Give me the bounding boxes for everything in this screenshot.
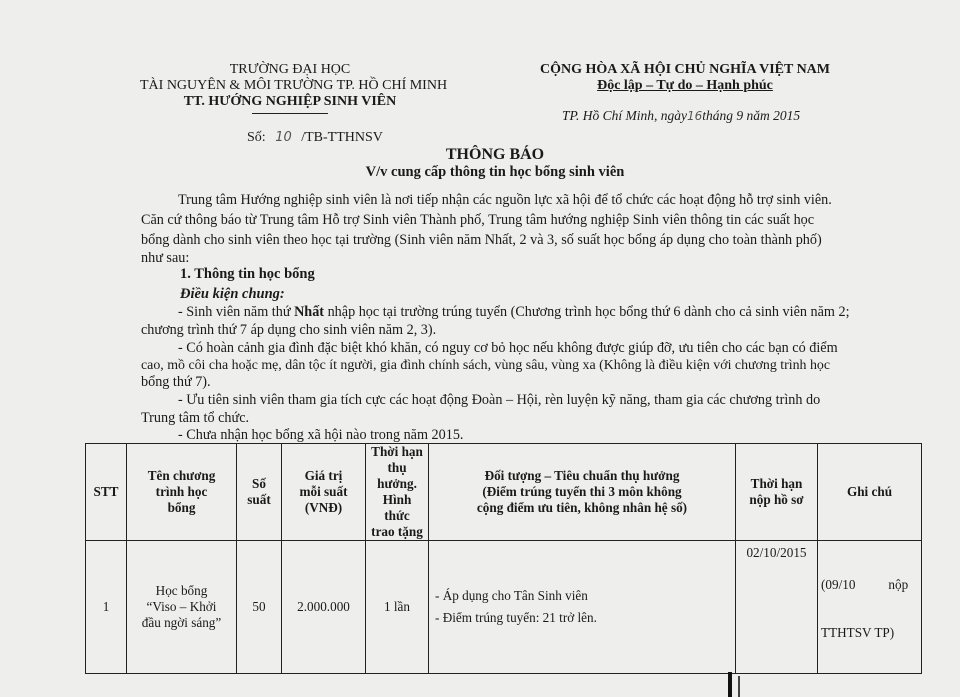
section-heading: 1. Thông tin học bổng (180, 266, 315, 282)
header-criteria: Đối tượng – Tiêu chuẩn thụ hưởng (Điểm trúng tuyển thi 3 môn không cộng điểm ưu tiên, không nhân hệ số) (429, 444, 736, 541)
table-row (86, 541, 922, 674)
date-suffix: tháng 9 năm 2015 (702, 108, 801, 123)
row-note: (09/10 nộp TTHTSV TP) (818, 541, 922, 674)
bullet-2-line-3: bổng thứ 7). (141, 374, 211, 390)
header-stt: STT (86, 444, 127, 541)
intro-line-4: như sau: (141, 250, 190, 266)
number-label: Số: (247, 130, 266, 145)
row-duration: 1 lần (366, 541, 429, 674)
bullet-3-line-1: - Ưu tiên sinh viên tham gia tích cực các hoạt động Đoàn – Hội, rèn luyện kỹ năng, tham gia các chương trình do (178, 392, 821, 408)
row-stt: 1 (86, 541, 127, 674)
row-deadline: 02/10/2015 (736, 541, 818, 674)
row-quantity: 50 (237, 541, 282, 674)
section-subheading: Điều kiện chung: (180, 286, 285, 302)
row-criteria (429, 541, 736, 674)
bullet-4-line-1: - Chưa nhận học bổng xã hội nào trong năm 2015. (178, 427, 464, 443)
bullet-2-line-1: - Có hoàn cảnh gia đình đặc biệt khó khăn, có nguy cơ bỏ học nếu không được giúp đỡ, ưu tiên cho các bạn có điểm (178, 340, 838, 356)
header-note: Ghi chú (818, 444, 922, 541)
bullet-1-bold: Nhất (294, 304, 325, 320)
header-quantity: Số suất (237, 444, 282, 541)
table-header-row (86, 444, 922, 541)
scan-edge-mark (728, 672, 732, 697)
intro-line-1: Trung tâm Hướng nghiệp sinh viên là nơi tiếp nhận các nguồn lực xã hội để tổ chức các hoạt động hỗ trợ sinh viên. (178, 192, 832, 208)
scan-edge-mark (738, 676, 740, 697)
school-name: TRƯỜNG ĐẠI HỌC (229, 62, 351, 77)
header-deadline: Thời hạn nộp hồ sơ (736, 444, 818, 541)
scholarship-table (85, 443, 922, 674)
criteria-item: - Điểm trúng tuyển: 21 trở lên. (435, 610, 597, 625)
bullet-1-line-2: chương trình thứ 7 áp dụng cho sinh viên năm 2, 3). (141, 322, 437, 338)
intro-line-3: bổng dành cho sinh viên theo học tại trường (Sinh viên năm Nhất, 2 và 3, số suất học bổng áp dụng cho toàn thành phố) (141, 232, 822, 248)
bullet-1-pre: - Sinh viên năm thứ (178, 304, 295, 320)
criteria-item: - Áp dụng cho Tân Sinh viên (435, 588, 588, 603)
bullet-3-line-2: Trung tâm tổ chức. (141, 410, 250, 426)
notice-subject: V/v cung cấp thông tin học bổng sinh viên (365, 164, 625, 180)
row-value: 2.000.000 (282, 541, 366, 674)
header-program-name: Tên chương trình học bổng (127, 444, 237, 541)
bullet-1-post: nhập học tại trường trúng tuyển (Chương trình học bổng thứ 6 dành cho cả sinh viên năm 2; (324, 304, 850, 320)
place-date (562, 108, 800, 124)
center-name-underline (252, 113, 328, 114)
country-name: CỘNG HÒA XÃ HỘI CHỦ NGHĨA VIỆT NAM (539, 62, 830, 77)
row-program-name: Học bổng “Viso – Khởi đầu ngời sáng” (127, 541, 237, 674)
university-name: TÀI NGUYÊN & MÔI TRƯỜNG TP. HỒ CHÍ MINH (140, 78, 448, 93)
header-value: Giá trị mỗi suất (VNĐ) (282, 444, 366, 541)
intro-line-2: Căn cứ thông báo từ Trung tâm Hỗ trợ Sinh viên Thành phố, Trung tâm hướng nghiệp Sinh viên thông tin các suất học (141, 212, 815, 228)
number-suffix: /TB-TTHNSV (301, 130, 383, 145)
bullet-2-line-2: cao, mồ côi cha hoặc mẹ, dân tộc ít người, gia đình chính sách, vùng sâu, vùng xa (Không là điều kiện với chương trình học (141, 358, 831, 373)
national-motto: Độc lập – Tự do – Hạnh phúc (597, 78, 773, 93)
notice-title: THÔNG BÁO (445, 146, 545, 163)
date-prefix: TP. Hồ Chí Minh, ngày (562, 108, 688, 123)
header-duration: Thời hạn thụ hưởng. Hình thức trao tặng (366, 444, 429, 541)
document-number (247, 130, 383, 146)
date-day: 16 (687, 109, 703, 123)
center-name: TT. HƯỚNG NGHIỆP SINH VIÊN (183, 94, 397, 109)
number-value: 10 (275, 130, 292, 145)
